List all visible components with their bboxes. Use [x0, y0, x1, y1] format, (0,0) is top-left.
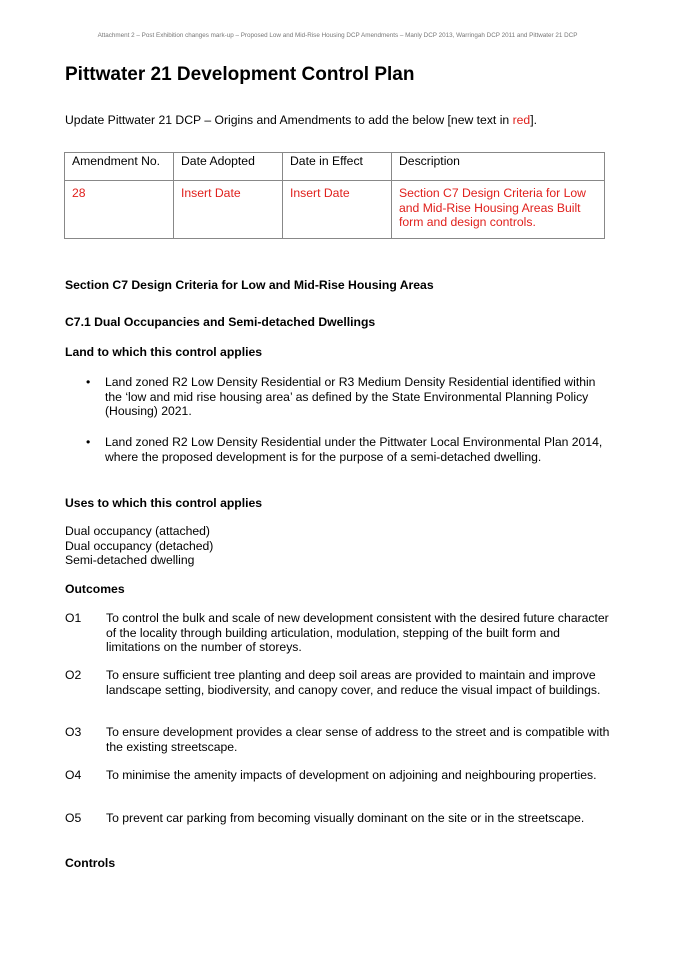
outcome-text: To minimise the amenity impacts of development on adjoining and neighbouring properties.	[106, 768, 597, 782]
outcome-number: O5	[65, 811, 82, 825]
col-description: Description	[392, 153, 605, 181]
land-bullet-list-2	[0, 435, 675, 464]
outcome-text: To prevent car parking from becoming visually dominant on the site or in the streetscape.	[106, 811, 585, 825]
table-header-row	[65, 153, 605, 181]
outcome-text: To ensure sufficient tree planting and deep soil areas are provided to maintain and improve landscape setting, biodiversity, and canopy cover, and reduce the visual impact of buildings.	[106, 668, 601, 697]
bullet-text: Land zoned R2 Low Density Residential under the Pittwater Local Environmental Plan 2014, where the proposed development is for the purpose of a semi-detached dwelling.	[105, 435, 603, 464]
document-header: Attachment 2 – Post Exhibition changes mark-up – Proposed Low and Mid-Rise Housing DCP Amendments – Manly DCP 2013, Warringah DCP 2011 and Pittwater 21 DCP	[97, 32, 578, 39]
bullet-icon: •	[86, 375, 91, 389]
list-item	[0, 375, 610, 419]
outcome-text: To ensure development provides a clear sense of address to the street and is compatible with the existing streetscape.	[106, 725, 610, 754]
bullet-text: Land zoned R2 Low Density Residential or R3 Medium Density Residential identified within the ‘low and mid rise housing area’ as defined by the State Environmental Planning Policy (Housing) 2021.	[105, 375, 596, 419]
cell-date-adopted: Insert Date	[174, 181, 283, 239]
list-item: Dual occupancy (attached)	[65, 524, 210, 538]
bullet-icon: •	[86, 435, 91, 449]
col-amendment-no: Amendment No.	[65, 153, 174, 181]
amendments-table	[64, 152, 605, 239]
outcome-number: O4	[65, 768, 82, 782]
cell-description: Section C7 Design Criteria for Low and Mid-Rise Housing Areas Built form and design controls.	[392, 181, 605, 239]
list-item: Dual occupancy (detached)	[65, 538, 214, 553]
outcome-text: To control the bulk and scale of new development consistent with the desired future character of the locality through building articulation, modulation, stepping of the built form and limitations on the number of storeys.	[106, 611, 609, 655]
outcome-number: O2	[65, 668, 82, 682]
cell-amendment-no: 28	[65, 181, 174, 239]
outcome-number: O1	[65, 611, 82, 625]
section-heading: Section C7 Design Criteria for Low and Mid-Rise Housing Areas	[65, 278, 434, 292]
col-date-adopted: Date Adopted	[174, 153, 283, 181]
uses-heading: Uses to which this control applies	[65, 496, 263, 510]
outcome-number: O3	[65, 725, 82, 739]
col-date-in-effect: Date in Effect	[283, 153, 392, 181]
subsection-heading: C7.1 Dual Occupancies and Semi-detached Dwellings	[65, 315, 376, 329]
uses-list	[65, 524, 213, 568]
page-title: Pittwater 21 Development Control Plan	[65, 64, 415, 85]
cell-date-in-effect: Insert Date	[283, 181, 392, 239]
outcomes-heading: Outcomes	[65, 582, 125, 596]
list-item: Semi-detached dwelling	[65, 553, 195, 568]
controls-heading: Controls	[65, 856, 116, 870]
intro-red-word: red	[512, 113, 531, 127]
table-row	[65, 181, 605, 239]
land-heading: Land to which this control applies	[65, 345, 263, 359]
intro-paragraph	[65, 112, 625, 128]
list-item	[0, 435, 610, 464]
land-bullet-list	[0, 375, 675, 419]
intro-text-end: ].	[530, 113, 537, 127]
intro-text: Update Pittwater 21 DCP – Origins and Amendments to add the below [new text in	[65, 113, 513, 127]
